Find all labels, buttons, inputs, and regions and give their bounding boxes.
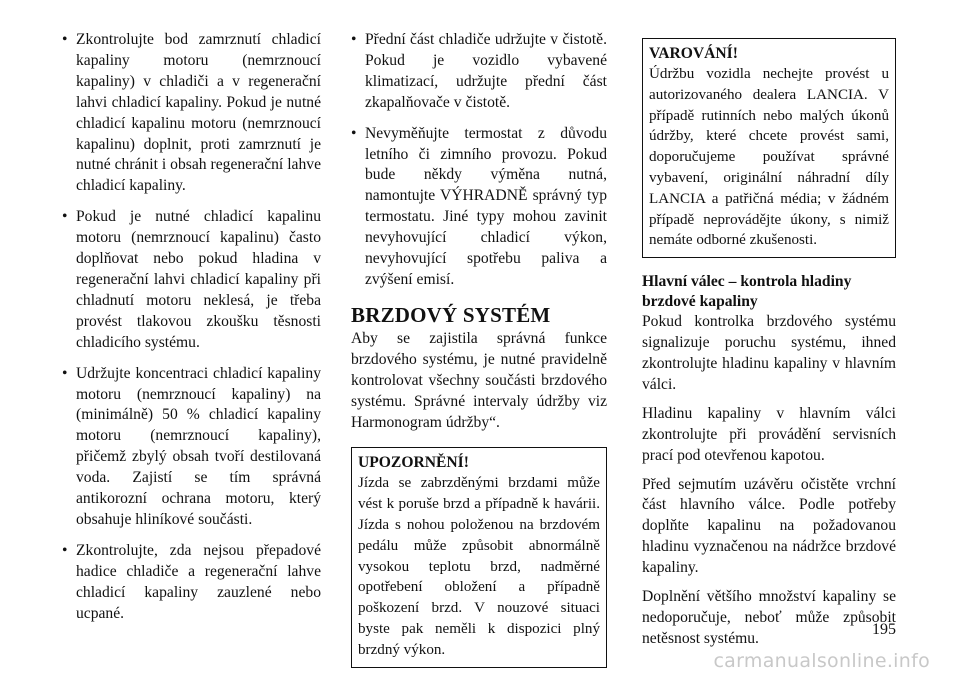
right-column bbox=[642, 30, 896, 658]
paragraph: Před sejmutím uzávěru očistěte vrchní část hlavního válce. Podle potřeby doplňte kapalinu na požadovanou hladinu vyznačenou na nádržce brzdové kapaliny. bbox=[642, 475, 896, 577]
warning-box bbox=[351, 447, 607, 667]
left-column bbox=[62, 30, 321, 634]
bullet-dot-icon: • bbox=[62, 208, 68, 226]
bullet-list bbox=[351, 30, 607, 291]
paragraph: Hladinu kapaliny v hlavním válci zkontrolujte při provádění servisních prací pod otevřenou kapotou. bbox=[642, 404, 896, 464]
list-item: • Udržujte koncentraci chladicí kapaliny motoru (nemrznoucí kapaliny) na (minimálně) 50 % chladicí kapaliny motoru (nemrznoucí kapaliny), přičemž zbylý obsah tvoří destilovaná voda. Zajistí se tím správná antikorozní ochrana motoru, který obsahuje hliníkové součásti. bbox=[62, 364, 321, 528]
watermark: carmanualsonline.info bbox=[713, 650, 930, 672]
bullet-dot-icon: • bbox=[351, 31, 357, 48]
section-title: BRZDOVÝ SYSTÉM bbox=[351, 302, 551, 327]
list-item: • Pokud je nutné chladicí kapalinu motoru (nemrznoucí kapalinu) často doplňovat nebo pokud hladina v regenerační lahvi chladicí kapaliny při chladnutí motoru neklesá, je třeba provést tlakovou zkoušku těsnosti chladicího systému. bbox=[62, 208, 321, 351]
page-number: 195 bbox=[872, 621, 896, 638]
paragraph: Pokud kontrolka brzdového systému signalizuje poruchu systému, ihned zkontrolujte hladinu kapaliny v hlavním válci. bbox=[642, 313, 896, 393]
bullet-dot-icon: • bbox=[62, 541, 68, 559]
list-item: • Přední část chladiče udržujte v čistotě. Pokud je vozidlo vybavené klimatizací, udržujte přední část zkapalňovače v čistotě. bbox=[351, 31, 607, 111]
subheading: Hlavní válec – kontrola hladiny brzdové kapaliny bbox=[642, 273, 852, 311]
bullet-dot-icon: • bbox=[351, 124, 357, 142]
section-paragraph: Aby se zajistila správná funkce brzdového systému, je nutné pravidelně kontrolovat všechny součásti brzdového systému. Správné intervaly údržby viz Harmonogram údržby“. bbox=[351, 329, 607, 431]
paragraph: Doplnění většího množství kapaliny se nedoporučuje, neboť může způsobit netěsnost systému. bbox=[642, 588, 896, 647]
list-item: • Zkontrolujte bod zamrznutí chladicí kapaliny motoru (nemrznoucí kapaliny) v chladiči a v regenerační lahvi chladicí kapaliny. Pokud je nutné chladicí kapalinu motoru (nemrznoucí kapalinu) doplnit, proti zamrznutí je nutné chránit i obsah regenerační lahve chladicí kapaliny. bbox=[62, 31, 321, 195]
middle-column bbox=[351, 30, 607, 668]
warning-text: Jízda se zabrzděnými brzdami může vést k poruše brzd a případně k havárii. Jízda s nohou položenou na brzdovém pedálu může způsobit abnormálně vysokou teplotu brzd, nadměrné opotřebení obložení a případně poškození brzd. V nouzové situaci byste pak neměli k dispozici plný brzdný výkon. bbox=[358, 475, 600, 658]
bullet-list bbox=[62, 30, 321, 624]
bullet-dot-icon: • bbox=[62, 364, 68, 382]
caution-title: VAROVÁNÍ! bbox=[649, 45, 738, 62]
bullet-dot-icon: • bbox=[62, 31, 68, 48]
caution-text: Údržbu vozidla nechejte provést u autorizovaného dealera LANCIA. V případě rutinních nebo malých úkonů údržby, které chcete provést sami, doporučujeme používat správné vybavení, originální náhradní díly LANCIA a patřičná média; v žádném případě neprovádějte úkony, s nimiž nemáte odborné zkušenosti. bbox=[649, 66, 889, 249]
list-item: • Nevyměňujte termostat z důvodu letního či zimního provozu. Pokud bude někdy výměna nutná, namontujte VÝHRADNĚ správný typ termostatu. Jiné typy mohou zavinit nevyhovující chladicí výkon, nevyhovující spotřebu paliva a zvýšení emisí. bbox=[351, 124, 607, 288]
caution-box bbox=[642, 38, 896, 258]
warning-title: UPOZORNĚNÍ! bbox=[358, 454, 469, 472]
list-item: • Zkontrolujte, zda nejsou přepadové hadice chladiče a regenerační lahve chladicí kapaliny zauzlené nebo ucpané. bbox=[62, 541, 321, 622]
